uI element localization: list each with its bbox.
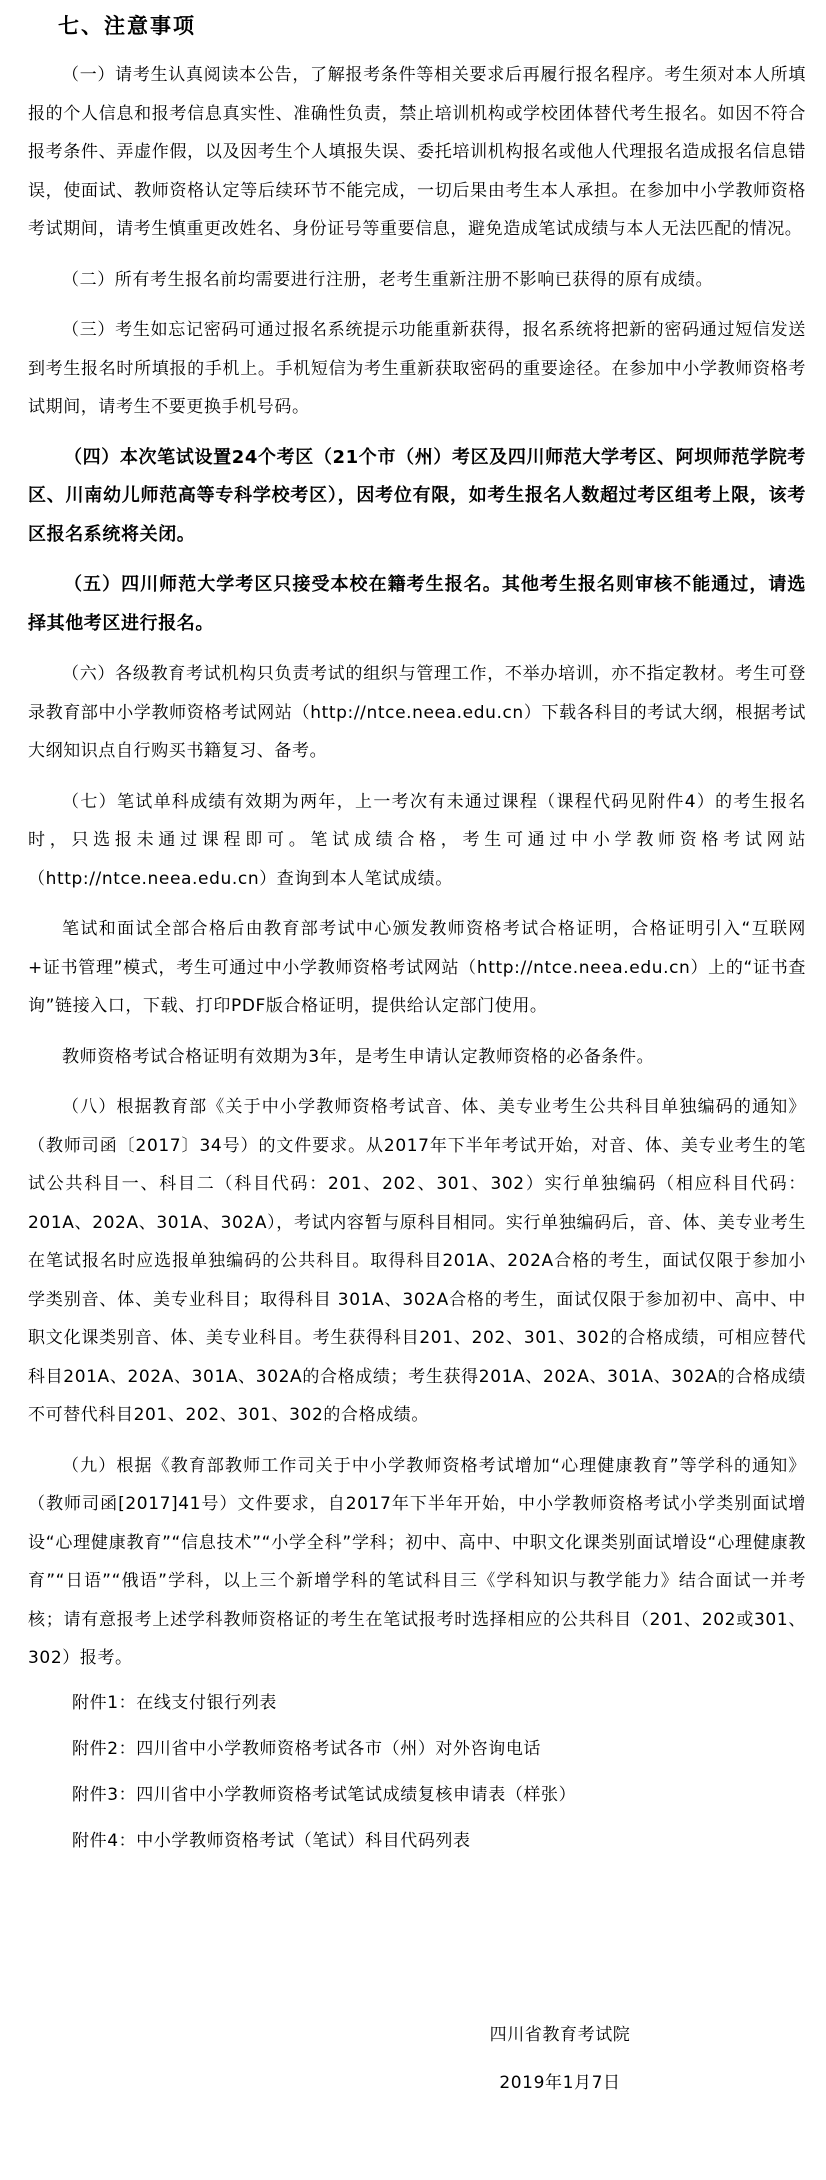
paragraph-6: （六）各级教育考试机构只负责考试的组织与管理工作，不举办培训，亦不指定教材。考生可登录教育部中小学教师资格考试网站（http://ntce.neea.edu.cn）下载各科目的考试大纲，根据考试大纲知识点自行购买书籍复习、备考。 — [28, 664, 806, 761]
attachment-1: 附件1：在线支付银行列表 — [72, 1692, 278, 1713]
paragraph-4: （四）本次笔试设置24个考区（21个市（州）考区及四川师范大学考区、阿坝师范学院考区、川南幼儿师范高等专科学校考区），因考位有限，如考生报名人数超过考区组考上限，该考区报名系统将关闭。 — [28, 446, 806, 545]
paragraph-2: （二）所有考生报名前均需要进行注册，老考生重新注册不影响已获得的原有成绩。 — [62, 269, 714, 290]
attachment-2: 附件2：四川省中小学教师资格考试各市（州）对外咨询电话 — [72, 1738, 542, 1759]
paragraph-certificate: 笔试和面试全部合格后由教育部考试中心颁发教师资格考试合格证明，合格证明引入“互联网+证书管理”模式，考生可通过中小学教师资格考试网站（http://ntce.neea.edu.cn）上的“证书查询”链接入口，下载、打印PDF版合格证明，提供给认定部门使用。 — [28, 919, 806, 1016]
paragraph-1: （一）请考生认真阅读本公告，了解报考条件等相关要求后再履行报名程序。考生须对本人所填报的个人信息和报考信息真实性、准确性负责，禁止培训机构或学校团体替代考生报名。如因不符合报考条件、弄虚作假，以及因考生个人填报失误、委托培训机构报名或他人代理报名造成报名信息错误，使面试、教师资格认定等后续环节不能完成，一切后果由考生本人承担。在参加中小学教师资格考试期间，请考生慎重更改姓名、身份证号等重要信息，避免造成笔试成绩与本人无法匹配的情况。 — [28, 65, 806, 239]
paragraph-9: （九）根据《教育部教师工作司关于中小学教师资格考试增加“心理健康教育”等学科的通知》（教师司函[2017]41号）文件要求，自2017年下半年开始，中小学教师资格考试小学类别面试增设“心理健康教育”“信息技术”“小学全科”学科；初中、高中、中职文化课类别面试增设“心理健康教育”“日语”“俄语”学科，以上三个新增学科的笔试科目三《学科知识与教学能力》结合面试一并考核；请有意报考上述学科教师资格证的考生在笔试报考时选择相应的公共科目（201、202或301、302）报考。 — [28, 1455, 806, 1668]
attachment-3: 附件3：四川省中小学教师资格考试笔试成绩复核申请表（样张） — [72, 1784, 577, 1805]
paragraph-7: （七）笔试单科成绩有效期为两年，上一考次有未通过课程（课程代码见附件4）的考生报名时，只选报未通过课程即可。笔试成绩合格，考生可通过中小学教师资格考试网站（http://ntce.neea.edu.cn）查询到本人笔试成绩。 — [28, 791, 806, 889]
signature-org: 四川省教育考试院 — [489, 2025, 631, 2045]
paragraph-validity: 教师资格考试合格证明有效期为3年，是考生申请认定教师资格的必备条件。 — [62, 1046, 655, 1067]
paragraph-5: （五）四川师范大学考区只接受本校在籍考生报名。其他考生报名则审核不能通过，请选择其他考区进行报名。 — [28, 574, 806, 634]
section-title: 七、注意事项 — [58, 14, 196, 38]
attachment-4: 附件4：中小学教师资格考试（笔试）科目代码列表 — [72, 1830, 471, 1851]
paragraph-8: （八）根据教育部《关于中小学教师资格考试音、体、美专业考生公共科目单独编码的通知》（教师司函〔2017〕34号）的文件要求。从2017年下半年考试开始，对音、体、美专业考生的笔试公共科目一、科目二（科目代码：201、202、301、302）实行单独编码（相应科目代码：201A、202A、301A、302A），考试内容暂与原科目相同。实行单独编码后，音、体、美专业考生在笔试报名时应选报单独编码的公共科目。取得科目201A、202A合格的考生，面试仅限于参加小学类别音、体、美专业科目；取得科目 301A、302A合格的考生，面试仅限于参加初中、高中、中职文化课类别音、体、美专业科目。考生获得科目201、202、301、302的合格成绩，可相应替代科目201A、202A、301A、302A的合格成绩；考生获得201A、202A、301A、302A的合格成绩不可替代科目201、202、301、302的合格成绩。 — [28, 1097, 806, 1425]
signature-date: 2019年1月7日 — [499, 2073, 621, 2093]
paragraph-3: （三）考生如忘记密码可通过报名系统提示功能重新获得，报名系统将把新的密码通过短信发送到考生报名时所填报的手机上。手机短信为考生重新获取密码的重要途径。在参加中小学教师资格考试期间，请考生不要更换手机号码。 — [28, 320, 806, 417]
attachment-list — [28, 1690, 806, 1854]
